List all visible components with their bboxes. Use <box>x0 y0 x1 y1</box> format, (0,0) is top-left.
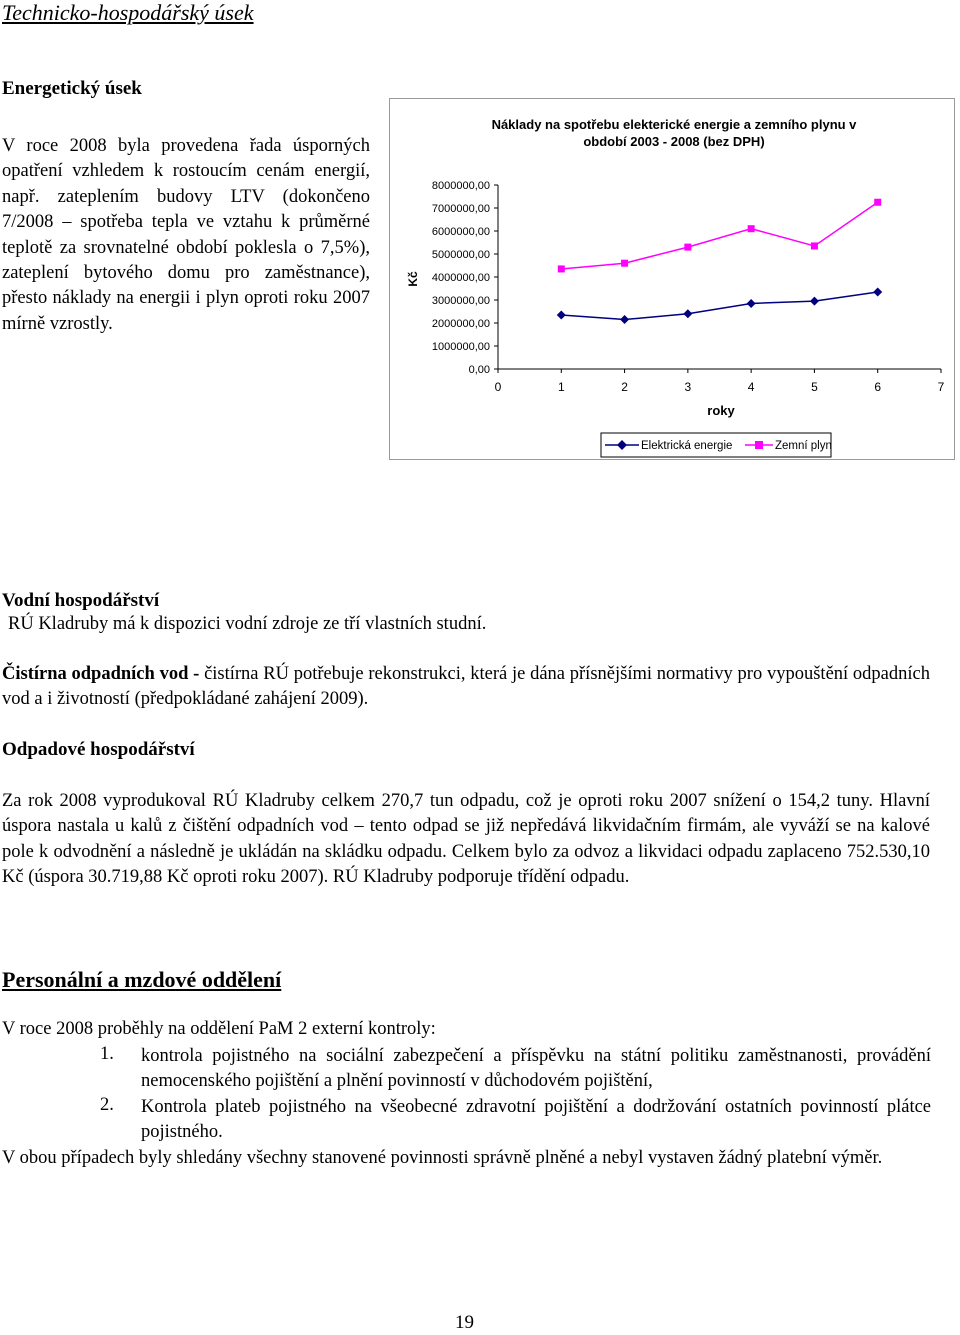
legend-plyn-marker <box>755 441 763 449</box>
chart-x-axis-label: roky <box>707 403 735 418</box>
chart-point-1 <box>810 297 819 306</box>
legend-elektricka-label: Elektrická energie <box>641 440 733 452</box>
chart-point-2 <box>621 260 628 267</box>
chart-y-tick-label: 7000000,00 <box>431 203 490 215</box>
cost-chart-svg <box>390 99 954 459</box>
chart-x-tick-label: 2 <box>621 380 628 394</box>
pam-heading: Personální a mzdové oddělení <box>2 967 282 992</box>
chart-x-tick-label: 5 <box>811 380 818 394</box>
chart-y-tick-label: 2000000,00 <box>431 318 490 330</box>
chart-y-axis-label: Kč <box>406 271 420 287</box>
chart-y-tick-label: 4000000,00 <box>431 272 490 284</box>
legend-plyn-label: Zemní plyn <box>775 440 832 452</box>
chart-title-line2: období 2003 - 2008 (bez DPH) <box>583 134 765 149</box>
chart-point-1 <box>747 299 756 308</box>
chart-y-tick-label: 0,00 <box>468 364 490 376</box>
chart-point-1 <box>873 287 882 296</box>
chart-point-2 <box>811 242 818 249</box>
wwtp-label: Čistírna odpadních vod - <box>2 664 200 684</box>
chart-series-line-2 <box>561 202 877 269</box>
pam-item-1-number: 1. <box>100 1044 114 1064</box>
energy-heading: Energetický úsek <box>2 78 142 99</box>
page-title: Technicko-hospodářský úsek <box>2 0 254 25</box>
chart-y-tick-label: 6000000,00 <box>431 226 490 238</box>
chart-x-tick-label: 0 <box>494 380 502 394</box>
chart-x-tick-label: 3 <box>684 380 692 394</box>
wwtp-text: čistírna RÚ potřebuje rekonstrukci, která je dána přísnějšími normativy pro vypouštění odpadních vod a i životností (předpokládané zahájení 2009). <box>2 664 930 710</box>
chart-plot-area <box>432 180 945 394</box>
chart-title-line1: Náklady na spotřebu elekterické energie a zemního plynu v <box>491 117 857 132</box>
pam-item-2-number: 2. <box>100 1095 114 1115</box>
chart-point-1 <box>683 309 692 318</box>
chart-x-tick-label: 7 <box>937 380 945 394</box>
chart-x-tick-label: 4 <box>747 380 755 394</box>
pam-item-2-text: Kontrola plateb pojistného na všeobecné zdravotní pojištění a dodržování ostatních povinností plátce pojistného. <box>141 1097 931 1143</box>
chart-x-tick-label: 1 <box>557 380 565 394</box>
chart-y-tick-label: 5000000,00 <box>431 249 490 261</box>
chart-point-2 <box>874 199 881 206</box>
chart-legend <box>601 433 832 457</box>
chart-y-tick-label: 1000000,00 <box>431 341 490 353</box>
chart-point-2 <box>684 244 691 251</box>
chart-y-tick-label: 8000000,00 <box>431 180 490 192</box>
chart-point-1 <box>557 310 566 319</box>
waste-heading: Odpadové hospodářství <box>2 739 195 760</box>
energy-paragraph: V roce 2008 byla provedena řada úsporných opatření vzhledem k rostoucím cenám energií, např. zateplením budovy LTV (dokončeno 7/2008 – spotřeba tepla ve vztahu k průměrné teplotě za srovnatelné období poklesla o 7,5%), zateplení bytového domu pro zaměstnance), přesto náklady na energii i plyn oproti roku 2007 mírně vzrostly. <box>2 136 370 334</box>
cost-chart <box>389 98 955 460</box>
wwtp-paragraph <box>2 662 930 713</box>
pam-closing: V obou případech byly shledány všechny stanovené povinnosti správně plněné a nebyl vystaven žádný platební výměr. <box>2 1148 883 1168</box>
chart-y-tick-label: 3000000,00 <box>431 295 490 307</box>
water-heading: Vodní hospodářství <box>2 590 160 611</box>
pam-intro: V roce 2008 proběhly na oddělení PaM 2 externí kontroly: <box>2 1019 436 1039</box>
chart-point-1 <box>620 315 629 324</box>
page-number: 19 <box>455 1312 474 1333</box>
chart-point-2 <box>558 265 565 272</box>
waste-paragraph: Za rok 2008 vyprodukoval RÚ Kladruby celkem 270,7 tun odpadu, což je oproti roku 2007 snížení o 154,2 tuny. Hlavní úspora nastala u kalů z čištění odpadních vod – tento odpad se již nepředává likvidačním firmám, ale vyváží se na kalové pole k odvodnění a následně je ukládán na skládku odpadu. Celkem bylo za odvoz a likvidaci odpadu zaplaceno 752.530,10 Kč (úspora 30.719,88 Kč oproti roku 2007). RÚ Kladruby podporuje třídění odpadu. <box>2 791 930 888</box>
chart-point-2 <box>748 225 755 232</box>
pam-item-1-text: kontrola pojistného na sociální zabezpečení a příspěvku na státní politiku zaměstnanosti, provádění nemocenského pojištění a plnění povinností v důchodovém pojištění, <box>141 1046 931 1092</box>
water-text: RÚ Kladruby má k dispozici vodní zdroje ze tří vlastních studní. <box>8 614 487 634</box>
chart-series-line-1 <box>561 292 877 320</box>
chart-x-tick-label: 6 <box>874 380 882 394</box>
